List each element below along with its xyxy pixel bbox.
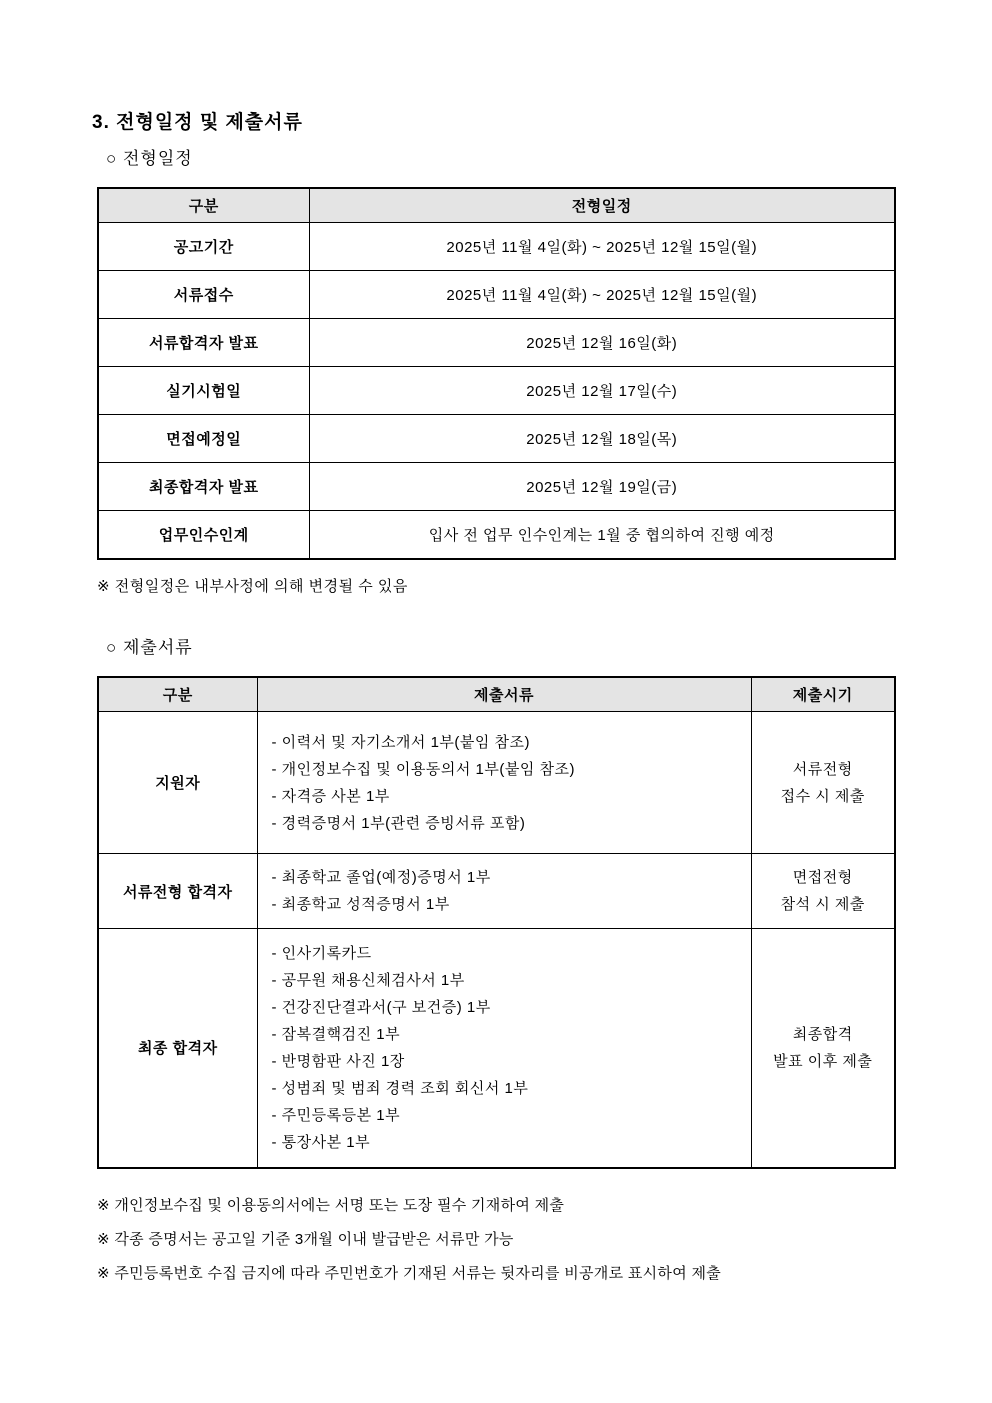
table-row bbox=[98, 367, 895, 415]
table-row bbox=[98, 463, 895, 511]
documents-table bbox=[97, 676, 896, 1169]
documents-list-cell bbox=[257, 854, 751, 929]
schedule-row-label: 면접예정일 bbox=[98, 415, 309, 463]
timing-line: 서류전형 bbox=[792, 760, 853, 778]
table-row bbox=[98, 854, 895, 929]
document-item: - 최종학교 성적증명서 1부 bbox=[271, 896, 450, 913]
schedule-row-label: 서류접수 bbox=[98, 271, 309, 319]
table-row bbox=[98, 223, 895, 271]
schedule-row-value: 2025년 12월 19일(금) bbox=[309, 463, 895, 511]
footer-note: ※ 개인정보수집 및 이용동의서에는 서명 또는 도장 필수 기재하여 제출 bbox=[97, 1196, 565, 1214]
schedule-note: ※ 전형일정은 내부사정에 의해 변경될 수 있음 bbox=[97, 578, 408, 595]
documents-list-cell bbox=[257, 929, 751, 1168]
schedule-row-label: 실기시험일 bbox=[98, 367, 309, 415]
document-item: - 경력증명서 1부(관련 증빙서류 포함) bbox=[271, 814, 526, 832]
document-item: - 통장사본 1부 bbox=[271, 1133, 371, 1151]
footer-note: ※ 각종 증명서는 공고일 기준 3개월 이내 발급받은 서류만 가능 bbox=[97, 1230, 514, 1248]
documents-header-documents: 제출서류 bbox=[257, 677, 751, 712]
schedule-row-value: 2025년 12월 18일(목) bbox=[309, 415, 895, 463]
schedule-row-value: 2025년 12월 17일(수) bbox=[309, 367, 895, 415]
table-row bbox=[98, 929, 895, 1168]
document-item: - 인사기록카드 bbox=[271, 944, 372, 962]
document-item: - 건강진단결과서(구 보건증) 1부 bbox=[271, 998, 491, 1016]
timing-line: 최종합격 bbox=[792, 1025, 853, 1043]
document-item: - 이력서 및 자기소개서 1부(붙임 참조) bbox=[271, 733, 531, 751]
table-row bbox=[98, 712, 895, 854]
document-item: - 주민등록등본 1부 bbox=[271, 1106, 401, 1124]
schedule-header-schedule: 전형일정 bbox=[309, 188, 895, 223]
schedule-header-category: 구분 bbox=[98, 188, 309, 223]
schedule-header-row bbox=[98, 188, 895, 223]
table-row bbox=[98, 415, 895, 463]
table-row bbox=[98, 319, 895, 367]
documents-row-label: 최종 합격자 bbox=[98, 929, 257, 1168]
document-item: - 잠복결핵검진 1부 bbox=[271, 1025, 401, 1043]
documents-header-row bbox=[98, 677, 895, 712]
schedule-row-label: 공고기간 bbox=[98, 223, 309, 271]
document-item: - 반명함판 사진 1장 bbox=[271, 1052, 405, 1070]
timing-line: 면접전형 bbox=[792, 869, 853, 886]
footer-notes bbox=[97, 1189, 992, 1291]
timing-cell bbox=[751, 712, 895, 854]
documents-header-category: 구분 bbox=[98, 677, 257, 712]
document-item: - 최종학교 졸업(예정)증명서 1부 bbox=[271, 869, 491, 886]
schedule-row-label: 업무인수인계 bbox=[98, 511, 309, 560]
timing-cell bbox=[751, 929, 895, 1168]
documents-row-label: 서류전형 합격자 bbox=[98, 854, 257, 929]
section-heading-documents: ○ 제출서류 bbox=[106, 638, 193, 657]
table-row bbox=[98, 511, 895, 560]
timing-cell bbox=[751, 854, 895, 929]
document-item: - 공무원 채용신체검사서 1부 bbox=[271, 971, 465, 989]
schedule-row-value: 2025년 11월 4일(화) ~ 2025년 12월 15일(월) bbox=[309, 223, 895, 271]
table-row bbox=[98, 271, 895, 319]
schedule-row-value: 입사 전 업무 인수인계는 1월 중 협의하여 진행 예정 bbox=[309, 511, 895, 560]
schedule-row-value: 2025년 11월 4일(화) ~ 2025년 12월 15일(월) bbox=[309, 271, 895, 319]
document-item: - 자격증 사본 1부 bbox=[271, 787, 390, 805]
schedule-row-value: 2025년 12월 16일(화) bbox=[309, 319, 895, 367]
document-item: - 개인정보수집 및 이용동의서 1부(붙임 참조) bbox=[271, 760, 575, 778]
section-heading-schedule: ○ 전형일정 bbox=[106, 149, 193, 168]
footer-note: ※ 주민등록번호 수집 금지에 따라 주민번호가 기재된 서류는 뒷자리를 비공개로 표시하여 제출 bbox=[97, 1264, 722, 1282]
document-item: - 성범죄 및 범죄 경력 조회 회신서 1부 bbox=[271, 1079, 529, 1097]
documents-row-label: 지원자 bbox=[98, 712, 257, 854]
schedule-row-label: 서류합격자 발표 bbox=[98, 319, 309, 367]
timing-line: 참석 시 제출 bbox=[780, 896, 865, 913]
documents-list-cell bbox=[257, 712, 751, 854]
documents-header-timing: 제출시기 bbox=[751, 677, 895, 712]
page-title: 3. 전형일정 및 제출서류 bbox=[92, 112, 303, 133]
timing-line: 접수 시 제출 bbox=[780, 787, 865, 805]
schedule-row-label: 최종합격자 발표 bbox=[98, 463, 309, 511]
timing-line: 발표 이후 제출 bbox=[773, 1052, 873, 1070]
schedule-table bbox=[97, 187, 896, 560]
